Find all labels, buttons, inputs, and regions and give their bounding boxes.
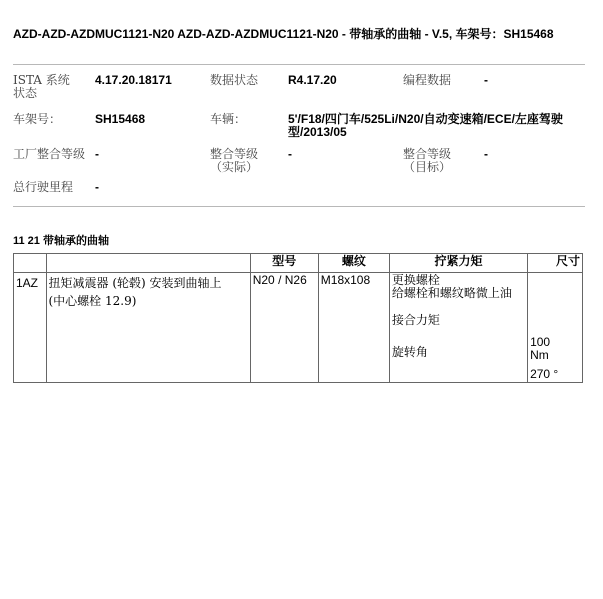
torque-step-3: 接合力矩 (391, 313, 440, 327)
vehicle-value: 5'/F18/四门车/525Li/N20/自动变速箱/ECE/左座驾驶型/2013/05 (288, 112, 563, 139)
vin-label: 车架号： (13, 112, 62, 126)
spec-table (13, 253, 583, 383)
torque-step-4: 旋转角 (391, 345, 428, 359)
table-row (14, 273, 583, 383)
table-header-row (14, 254, 583, 273)
header-thread: 螺纹 (318, 254, 389, 273)
header-desc (46, 254, 250, 273)
header-model: 型号 (250, 254, 318, 273)
section-title: 11 21 带轴承的曲轴 (13, 235, 109, 247)
target-level-value: - (484, 147, 488, 161)
page-title: AZD-AZD-AZDMUC1121-N20 AZD-AZD-AZDMUC1121-N20 - 带轴承的曲轴 - V.5, 车架号：SH15468 (13, 27, 554, 41)
data-state-label: 数据状态 (210, 73, 259, 87)
factory-level-value: - (95, 147, 99, 161)
size-value-3: 100 Nm (530, 335, 551, 362)
desc-note: (中心螺栓 12.9) (48, 294, 137, 308)
ista-label: ISTA 系统状态 (13, 73, 70, 100)
ista-value: 4.17.20.18171 (95, 73, 172, 87)
divider-top (13, 64, 585, 65)
cell-model: N20 / N26 (250, 273, 318, 383)
header-torque: 拧紧力矩 (389, 254, 527, 273)
target-level-label: 整合等级（目标） (403, 147, 452, 174)
vehicle-label: 车辆： (210, 112, 247, 126)
data-state-value: R4.17.20 (288, 73, 337, 87)
mileage-value: - (95, 180, 99, 194)
actual-level-label: 整合等级（实际） (210, 147, 259, 174)
factory-level-label: 工厂整合等级 (13, 147, 86, 161)
torque-step-1: 更换螺栓 (391, 273, 440, 287)
prog-data-label: 编程数据 (403, 73, 452, 87)
desc-main: 扭矩减震器 (轮毂) 安装到曲轴上 (48, 276, 222, 290)
cell-torque (389, 273, 527, 383)
cell-thread: M18x108 (318, 273, 389, 383)
prog-data-value: - (484, 73, 488, 87)
torque-step-2: 给螺栓和螺纹略微上油 (391, 286, 512, 300)
cell-size (528, 273, 583, 383)
divider-bottom (13, 206, 585, 207)
header-size: 尺寸 (528, 254, 583, 273)
header-pos (14, 254, 47, 273)
vin-value: SH15468 (95, 112, 146, 126)
size-value-4: 270 ° (530, 367, 559, 381)
actual-level-value: - (288, 147, 292, 161)
cell-pos: 1AZ (14, 273, 47, 383)
mileage-label: 总行驶里程 (13, 180, 74, 194)
cell-desc (46, 273, 250, 383)
